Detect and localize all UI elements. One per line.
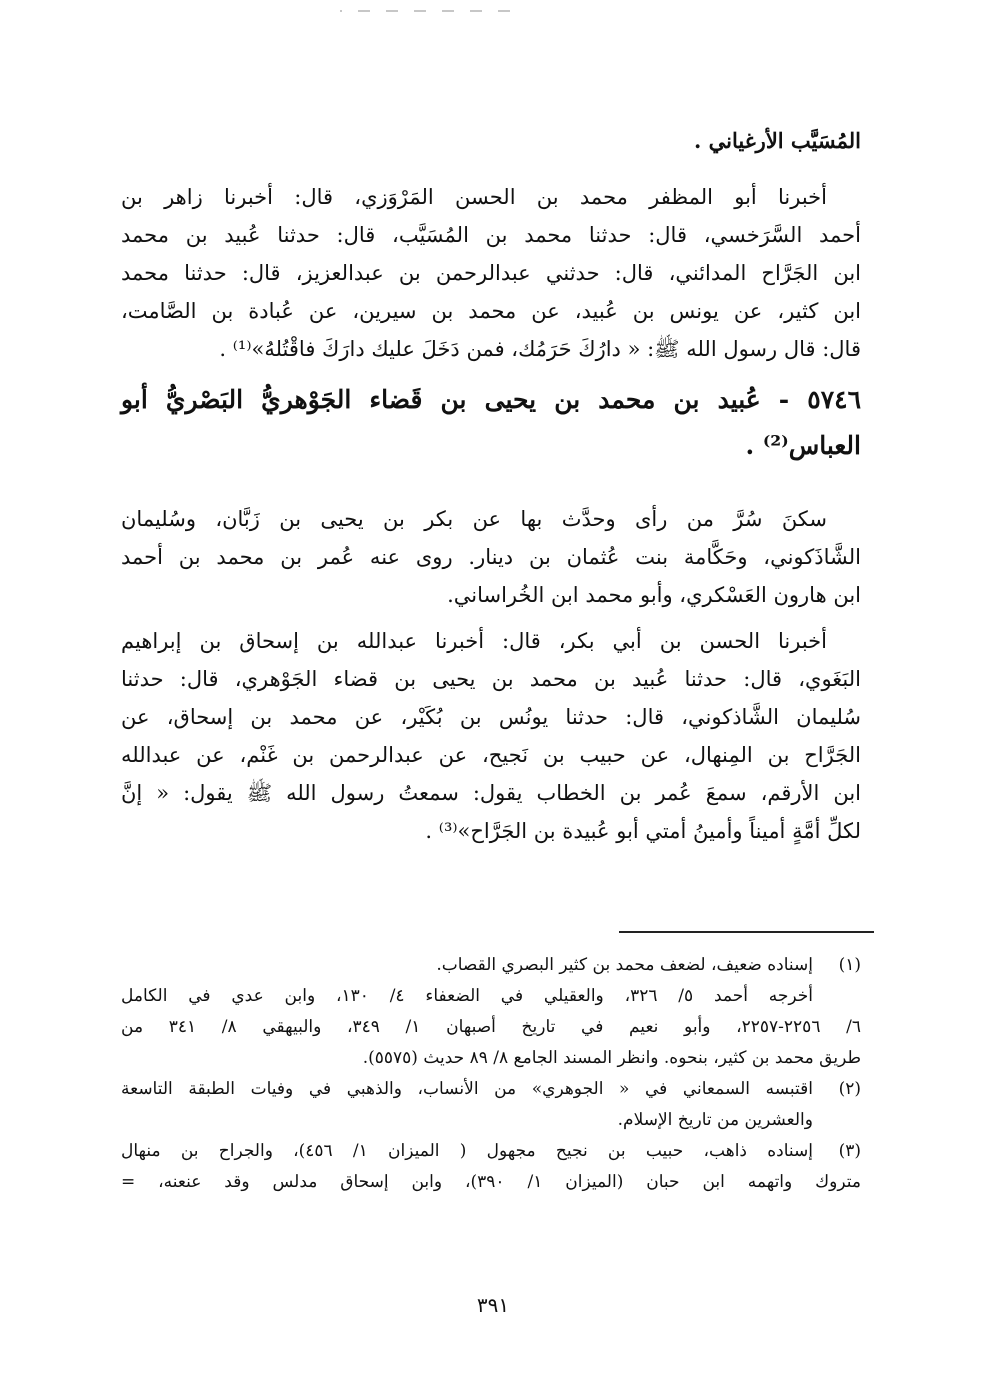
footnote-3 bbox=[121, 1136, 861, 1198]
text-line: ابن هارون العَسْكري، وأبو محمد ابن الخُراساني. bbox=[447, 583, 861, 607]
text-line: أخبرنا الحسن بن أبي بكر، قال: أخبرنا عبدالله بن إسحاق بن إبراهيم bbox=[121, 629, 827, 653]
footnote-body bbox=[121, 950, 861, 1074]
text-line: ابن كثير، عن يونس بن عُبيد، عن محمد بن سيرين، عن عُبادة بن الصَّامت، bbox=[121, 299, 861, 323]
text-line: قال: قال رسول الله ﷺ: « دارُكَ حَرَمُك، فمن دَخَلَ عليك دارَكَ فاقْتُلهُ»⁽¹⁾ . bbox=[219, 337, 861, 361]
text-line: أخبرنا أبو المظفر محمد بن الحسن المَرْوَزي، قال: أخبرنا زاهر بن bbox=[121, 185, 827, 209]
footnotes bbox=[121, 950, 861, 1198]
text-line: سكنَ سُرَّ من رأى وحدَّث بها عن بكر بن يحيى بن زَبَّان، وسُليمان bbox=[121, 507, 827, 531]
text-line: ابن الجَرَّاح المدائني، قال: حدثني عبدالرحمن بن عبدالعزيز، قال: حدثنا محمد bbox=[121, 261, 861, 285]
paragraph-1 bbox=[121, 178, 861, 368]
page-number: ٣٩١ bbox=[476, 1293, 510, 1317]
footnote-number: (٣) bbox=[838, 1141, 861, 1161]
continuation-line: المُسَيَّب الأرغياني . bbox=[693, 128, 861, 153]
footnote-number: (٢) bbox=[838, 1079, 861, 1099]
footnote-line: إسناده ضعيف، لضعف محمد بن كثير البصري القصاب. bbox=[436, 955, 813, 975]
footnote-line: والعشرين من تاريخ الإسلام. bbox=[617, 1110, 813, 1130]
footnote-line: أخرجه أحمد ٥/ ٣٢٦، والعقيلي في الضعفاء ٤/ ١٣٠، وابن عدي في الكامل bbox=[121, 986, 813, 1006]
footnote-line: طريق محمد بن كثير، بنحوه. وانظر المسند الجامع ٨/ ٨٩ حديث (٥٥٧٥). bbox=[362, 1048, 861, 1068]
footnote-line: ٦/ ٢٢٥٦-٢٢٥٧، وأبو نعيم في تاريخ أصبهان ١/ ٣٤٩، والبيهقي ٨/ ٣٤١ من bbox=[121, 1017, 861, 1037]
text-line: الشَّاذَكوني، وحَكَّامة بنت عُثمان بن دينار. روى عنه عُمر بن محمد بن أحمد bbox=[121, 545, 861, 569]
footnote-body bbox=[121, 1074, 813, 1136]
footnote-line: اقتبسه السمعاني في « الجوهري» من الأنساب، والذهبي في وفيات الطبقة التاسعة bbox=[121, 1079, 813, 1099]
footnote-line: إسناده ذاهب، حبيب بن نجيح مجهول ( الميزان ١/ ٤٥٦)، والجراح بن منهال bbox=[121, 1141, 813, 1161]
footnote-line: متروك واتهمه ابن حبان (الميزان ١/ ٣٩٠)، وابن إسحاق مدلس وقد عنعنه، = bbox=[121, 1172, 861, 1192]
text-line: الجَرَّاح بن المِنهال، عن حبيب بن نَجيح، عن عبدالرحمن بن غَنْم، عن عبدالله bbox=[121, 743, 861, 767]
main-text bbox=[121, 122, 861, 850]
text-line: البَغَوي، قال: حدثنا عُبيد بن محمد بن يحيى بن قضاء الجَوْهري، قال: حدثنا bbox=[121, 667, 861, 691]
entry-heading bbox=[121, 378, 861, 468]
entry-heading-line: ٥٧٤٦ - عُبيد بن محمد بن يحيى بن قَضاء الجَوْهريُّ البَصْريُّ أبو bbox=[121, 385, 861, 414]
footnote-separator bbox=[619, 931, 874, 933]
text-line: ابن الأرقم، سمعَ عُمر بن الخطاب يقول: سمعتُ رسول الله ﷺ يقول: « إنَّ bbox=[121, 781, 861, 805]
entry-heading-line: العباس⁽²⁾ . bbox=[745, 431, 861, 460]
text-line: سُليمان الشَّاذكوني، قال: حدثنا يونُس بن بُكَيْر، عن محمد بن إسحاق، عن bbox=[121, 705, 861, 729]
text-line: أحمد السَّرَخسي، قال: حدثنا محمد بن المُسَيَّب، قال: حدثنا عُبيد بن محمد bbox=[121, 223, 861, 247]
footnote-number: (١) bbox=[838, 955, 861, 975]
footnote-2 bbox=[121, 1074, 861, 1136]
text-line: لكلِّ أمَّةٍ أميناً وأمينُ أمتي أبو عُبيدة بن الجَرَّاح»⁽³⁾ . bbox=[425, 819, 861, 843]
footnote-1 bbox=[121, 950, 861, 1074]
scan-mark bbox=[340, 10, 510, 12]
paragraph-3 bbox=[121, 622, 861, 850]
paragraph-2 bbox=[121, 500, 861, 614]
footnote-body bbox=[121, 1136, 861, 1198]
